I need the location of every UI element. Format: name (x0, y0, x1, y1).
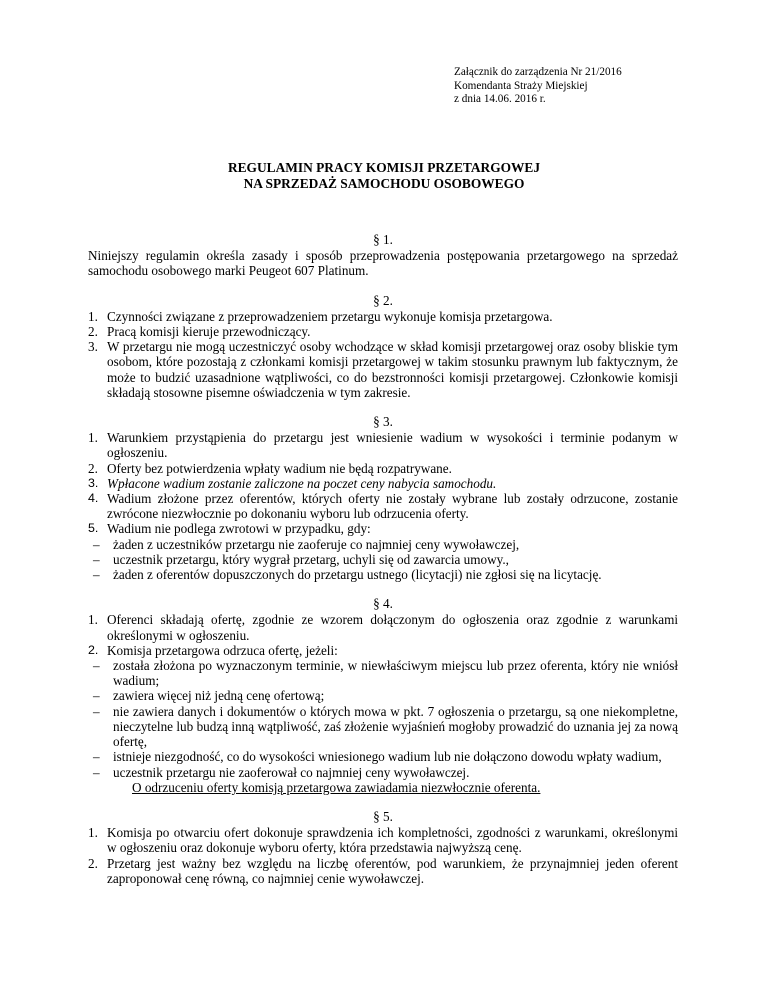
item-number: 2. (88, 324, 98, 340)
document-body (88, 232, 678, 886)
item-number: 1. (88, 308, 98, 324)
section-3 (88, 414, 678, 582)
document-title (0, 160, 768, 192)
item-text: Przetarg jest ważny bez względu na liczbę oferentów, pod warunkiem, że przynajmniej jeden oferent zaproponował cenę równą, co najmniej cenie wywoławczej. (107, 855, 678, 886)
section-number: § 3. (373, 414, 393, 430)
item-number: 1. (88, 612, 98, 628)
list-item (88, 339, 678, 400)
rejection-note (88, 780, 678, 795)
item-text: Wpłacone wadium zostanie zaliczone na poczet ceny nabycia samochodu. (107, 475, 497, 491)
dash-list (88, 658, 678, 780)
dash-bullet: – (93, 551, 100, 567)
item-text: Oferty bez potwierdzenia wpłaty wadium nie będą rozpatrywane. (107, 460, 452, 476)
section-2 (88, 293, 678, 400)
dash-bullet: – (93, 567, 100, 583)
dash-text: żaden z oferentów dopuszczonych do przetargu ustnego (licytacji) nie zgłosi się na licytację. (113, 567, 602, 583)
dash-item (88, 567, 678, 582)
dash-bullet: – (93, 764, 100, 780)
dash-item (88, 537, 678, 552)
list-item (88, 856, 678, 886)
dash-bullet: – (93, 536, 100, 552)
dash-bullet: – (93, 703, 100, 719)
dash-item (88, 688, 678, 703)
dash-list (88, 537, 678, 583)
list-item (88, 612, 678, 642)
item-text: Pracą komisji kieruje przewodniczący. (107, 324, 311, 340)
attachment-note-line: Załącznik do zarządzenia Nr 21/2016 (454, 66, 622, 78)
item-text: Wadium nie podlega zwrotowi w przypadku, gdy: (107, 521, 371, 537)
document-title-line: NA SPRZEDAŻ SAMOCHODU OSOBOWEGO (243, 176, 525, 191)
item-text: Czynności związane z przeprowadzeniem przetargu wykonuje komisja przetargowa. (107, 308, 553, 324)
dash-text: istnieje niezgodność, co do wysokości wniesionego wadium lub nie dołączono dowodu wpłaty wadium, (113, 749, 662, 765)
section-number: § 5. (373, 808, 393, 824)
list-item (88, 491, 678, 521)
attachment-note-line: z dnia 14.06. 2016 r. (454, 93, 546, 105)
list-item (88, 643, 678, 658)
section-number: § 1. (373, 232, 393, 247)
dash-item (88, 552, 678, 567)
list-item (88, 476, 678, 491)
rejection-note-text: O odrzuceniu oferty komisją przetargowa zawiadamia niezwłocznie oferenta. (132, 779, 541, 795)
dash-text: uczestnik przetargu nie zaoferował co najmniej ceny wywoławczej. (113, 764, 470, 780)
dash-text: zawiera więcej niż jedną cenę ofertową; (113, 688, 325, 704)
dash-item (88, 749, 678, 764)
list-item (88, 309, 678, 324)
item-text: W przetargu nie mogą uczestniczyć osoby wchodzące w skład komisji przetargowej oraz osoby bliskie tym osobom, które pozostają z członkami komisji przetargowej w takim stosunku prawnym lub faktycznym, że może to budzić uzasadnione wątpliwości, co do bezstronności komisji przetargowej. Członkowie komisji składają stosowne pisemne oświadczenia w tym zakresie. (107, 339, 678, 400)
item-text: Warunkiem przystąpienia do przetargu jest wniesienie wadium w wysokości i terminie podanym w ogłoszeniu. (107, 430, 678, 461)
section-1 (88, 232, 678, 279)
dash-bullet: – (93, 658, 100, 674)
item-text: Komisja przetargowa odrzuca ofertę, jeżeli: (107, 642, 338, 658)
dash-item (88, 765, 678, 780)
item-number: 5. (88, 521, 99, 536)
attachment-note-line: Komendanta Straży Miejskiej (454, 79, 588, 92)
item-number: 3. (88, 339, 98, 355)
item-text: Oferenci składają ofertę, zgodnie ze wzorem dołączonym do ogłoszenia oraz zgodnie z warunkami określonymi w ogłoszeniu. (107, 612, 678, 643)
dash-text: została złożona po wyznaczonym terminie, w niewłaściwym miejscu lub przez oferenta, który nie wniósł wadium; (113, 658, 678, 689)
list-item (88, 521, 678, 536)
section-4 (88, 596, 678, 795)
dash-text: nie zawiera danych i dokumentów o których mowa w pkt. 7 ogłoszenia o przetargu, są one niekompletne, nieczytelne lub budzą inną wątpliwość, zaś złożenie wyjaśnień mogłoby prowadzić do uznania jej za nową ofertę, (113, 703, 678, 750)
item-number: 2. (88, 855, 98, 871)
item-number: 3. (88, 475, 99, 490)
list-item (88, 430, 678, 460)
section-number: § 2. (373, 292, 393, 308)
document-title-line: REGULAMIN PRACY KOMISJI PRZETARGOWEJ (227, 160, 541, 175)
dash-item (88, 704, 678, 750)
dash-bullet: – (93, 688, 100, 704)
section-items (88, 309, 678, 400)
section-5 (88, 809, 678, 886)
section-paragraph: Niniejszy regulamin określa zasady i sposób przeprowadzenia postępowania przetargowego na sprzedaż samochodu osobowego marki Peugeot 607 Platinum. (88, 248, 678, 279)
dash-text: żaden z uczestników przetargu nie zaoferuje co najmniej ceny wywoławczej, (113, 536, 520, 552)
item-text: Komisja po otwarciu ofert dokonuje sprawdzenia ich kompletności, zgodności z warunkami, określonymi w ogłoszeniu oraz dokonuje wyboru oferty, która przedstawia najwyższą cenę. (107, 825, 678, 856)
item-number: 2. (88, 642, 99, 657)
section-number: § 4. (373, 596, 393, 612)
section-items (88, 825, 678, 886)
section-items (88, 430, 678, 536)
attachment-note (454, 66, 622, 107)
list-item (88, 324, 678, 339)
item-number: 1. (88, 825, 98, 841)
item-number: 4. (88, 491, 99, 506)
item-number: 1. (88, 430, 98, 446)
list-item (88, 825, 678, 855)
dash-text: uczestnik przetargu, który wygrał przetarg, uchyli się od zawarcia umowy., (113, 551, 509, 567)
dash-item (88, 658, 678, 688)
item-number: 2. (88, 460, 98, 476)
list-item (88, 461, 678, 476)
dash-bullet: – (93, 749, 100, 765)
section-items (88, 612, 678, 658)
item-text: Wadium złożone przez oferentów, których oferty nie zostały wybrane lub zostały odrzucone, zostanie zwrócone niezwłocznie po dokonaniu wyboru lub odrzucenia oferty. (107, 491, 678, 522)
